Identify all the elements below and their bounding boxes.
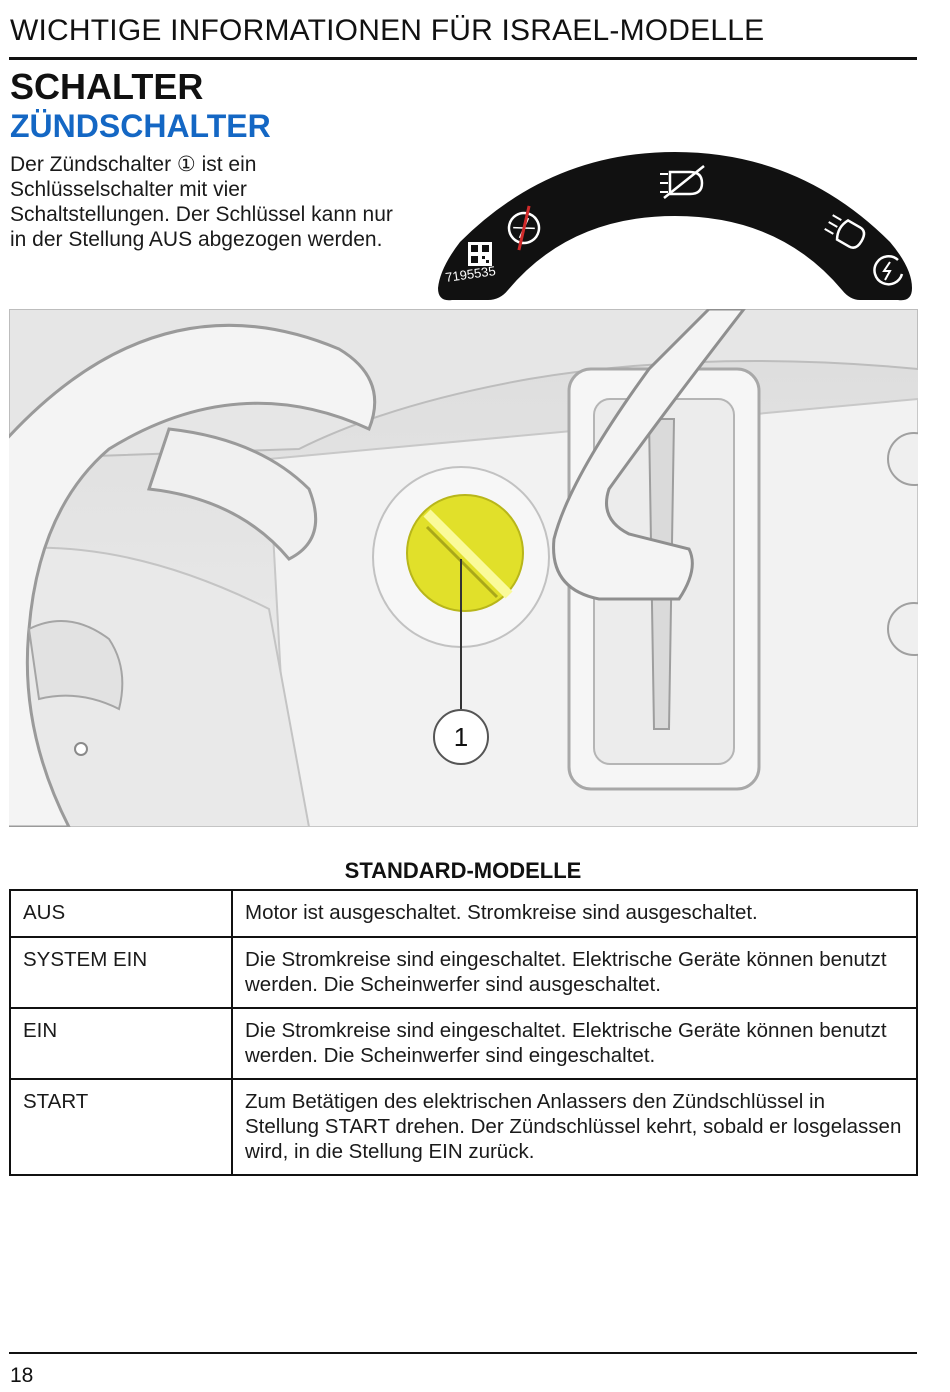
description-cell: Motor ist ausgeschaltet. Stromkreise sind ausgeschaltet. <box>232 890 917 937</box>
switch-positions-table <box>9 889 918 1176</box>
section-title: SCHALTER <box>10 66 204 107</box>
page-header-title: WICHTIGE INFORMATIONEN FÜR ISRAEL-MODELLE <box>10 14 765 47</box>
position-cell: START <box>10 1079 232 1175</box>
header-divider <box>9 57 917 60</box>
ignition-decal <box>430 150 920 310</box>
callout-number: 1 <box>453 722 469 752</box>
position-cell: EIN <box>10 1008 232 1079</box>
decal-part-number: 7195535 <box>444 263 497 285</box>
position-cell: AUS <box>10 890 232 937</box>
table-row <box>10 1008 917 1079</box>
table-row <box>10 890 917 937</box>
section-subtitle: ZÜNDSCHALTER <box>10 108 271 144</box>
description-cell: Die Stromkreise sind eingeschaltet. Elektrische Geräte können benutzt werden. Die Scheinwerfer sind eingeschaltet. <box>232 1008 917 1079</box>
description-cell: Zum Betätigen des elektrischen Anlassers den Zündschlüssel in Stellung START drehen. Der Zündschlüssel kehrt, sobald er losgelassen wird, in die Stellung EIN zurück. <box>232 1079 917 1175</box>
description-cell: Die Stromkreise sind eingeschaltet. Elektrische Geräte können benutzt werden. Die Scheinwerfer sind ausgeschaltet. <box>232 937 917 1008</box>
ignition-switch <box>407 495 523 611</box>
table-row <box>10 937 917 1008</box>
footer-divider <box>9 1352 917 1354</box>
position-cell: SYSTEM EIN <box>10 937 232 1008</box>
ignition-switch-figure <box>9 309 918 827</box>
table-title: STANDARD-MODELLE <box>344 858 582 883</box>
intro-paragraph: Der Zündschalter ① ist ein Schlüsselschalter mit vier Schaltstellungen. Der Schlüssel kann nur in der Stellung AUS abgezogen werden. <box>10 153 393 251</box>
page-number: 18 <box>10 1364 34 1387</box>
qr-code-icon <box>468 242 492 266</box>
table-row <box>10 1079 917 1175</box>
